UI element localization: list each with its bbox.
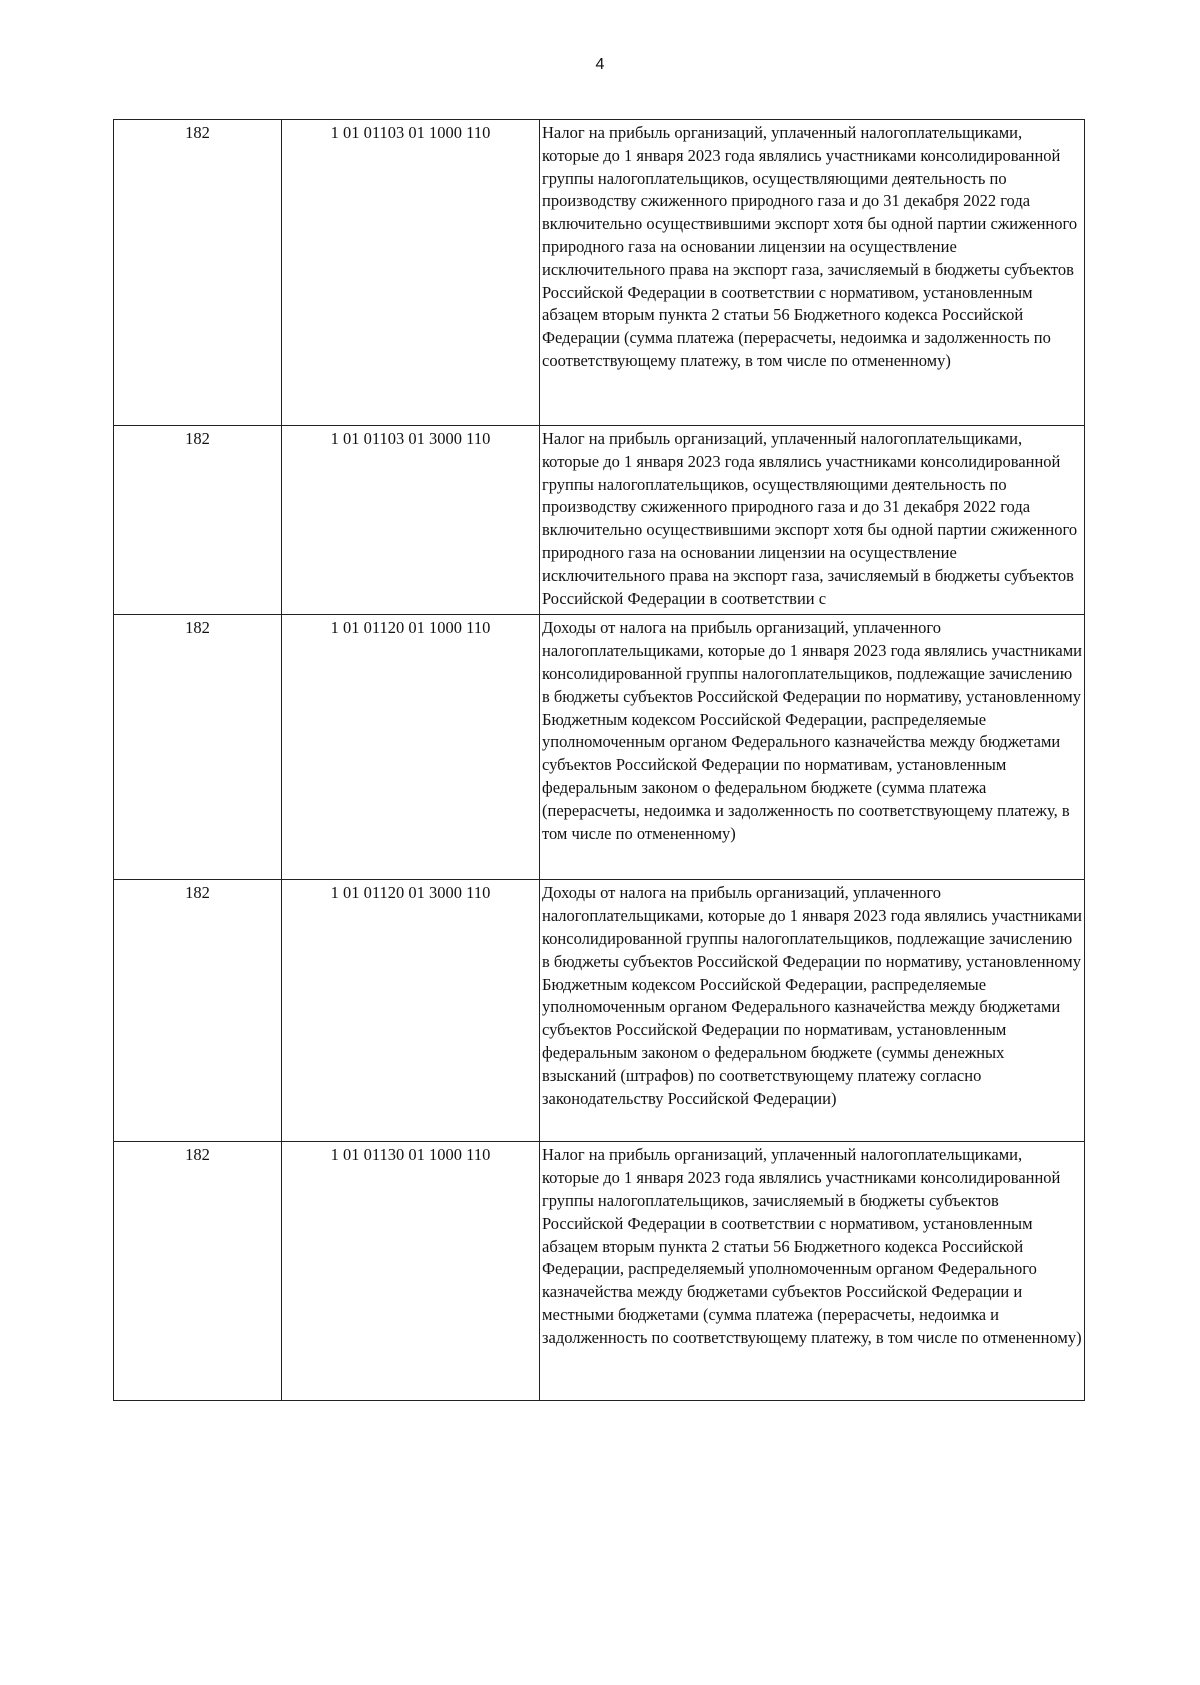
admin-code-cell: 182 — [114, 880, 282, 1142]
admin-code-cell: 182 — [114, 1142, 282, 1401]
description-cell: Доходы от налога на прибыль организаций, уплаченного налогоплательщиками, которые до 1 января 2023 года являлись участниками консолидированной группы налогоплательщиков, подлежащие зачислению в бюджеты субъектов Российской Федерации по нормативу, установленному Бюджетным кодексом Российской Федерации, распределяемые уполномоченным органом Федерального казначейства между бюджетами субъектов Российской Федерации по нормативам, установленным федеральным законом о федеральном бюджете (сумма платежа (перерасчеты, недоимка и задолженность по соответствующему платежу, в том числе по отмененному) — [540, 615, 1085, 880]
table-row — [114, 1142, 1085, 1401]
description-cell: Налог на прибыль организаций, уплаченный налогоплательщиками, которые до 1 января 2023 года являлись участниками консолидированной группы налогоплательщиков, осуществляющими деятельность по производству сжиженного природного газа и до 31 декабря 2022 года включительно осуществившими экспорт хотя бы одной партии сжиженного природного газа на основании лицензии на осуществление исключительного права на экспорт газа, зачисляемый в бюджеты субъектов Российской Федерации в соответствии с — [540, 426, 1085, 615]
admin-code-cell: 182 — [114, 120, 282, 426]
table-row — [114, 880, 1085, 1142]
budget-code-cell: 1 01 01103 01 3000 110 — [282, 426, 540, 615]
budget-code-cell: 1 01 01130 01 1000 110 — [282, 1142, 540, 1401]
table-row — [114, 615, 1085, 880]
budget-code-cell: 1 01 01120 01 1000 110 — [282, 615, 540, 880]
description-cell: Доходы от налога на прибыль организаций, уплаченного налогоплательщиками, которые до 1 января 2023 года являлись участниками консолидированной группы налогоплательщиков, подлежащие зачислению в бюджеты субъектов Российской Федерации по нормативу, установленному Бюджетным кодексом Российской Федерации, распределяемые уполномоченным органом Федерального казначейства между бюджетами субъектов Российской Федерации по нормативам, установленным федеральным законом о федеральном бюджете (суммы денежных взысканий (штрафов) по соответствующему платежу согласно законодательству Российской Федерации) — [540, 880, 1085, 1142]
table-row — [114, 426, 1085, 615]
description-cell: Налог на прибыль организаций, уплаченный налогоплательщиками, которые до 1 января 2023 года являлись участниками консолидированной группы налогоплательщиков, зачисляемый в бюджеты субъектов Российской Федерации в соответствии с нормативом, установленным абзацем вторым пункта 2 статьи 56 Бюджетного кодекса Российской Федерации, распределяемый уполномоченным органом Федерального казначейства между бюджетами субъектов Российской Федерации и местными бюджетами (сумма платежа (перерасчеты, недоимка и задолженность по соответствующему платежу, в том числе по отмененному) — [540, 1142, 1085, 1401]
page-number: 4 — [595, 56, 605, 73]
admin-code-cell: 182 — [114, 426, 282, 615]
revenue-codes-table — [113, 119, 1085, 1401]
description-cell: Налог на прибыль организаций, уплаченный налогоплательщиками, которые до 1 января 2023 года являлись участниками консолидированной группы налогоплательщиков, осуществляющими деятельность по производству сжиженного природного газа и до 31 декабря 2022 года включительно осуществившими экспорт хотя бы одной партии сжиженного природного газа на основании лицензии на осуществление исключительного права на экспорт газа, зачисляемый в бюджеты субъектов Российской Федерации в соответствии с нормативом, установленным абзацем вторым пункта 2 статьи 56 Бюджетного кодекса Российской Федерации (сумма платежа (перерасчеты, недоимка и задолженность по соответствующему платежу, в том числе по отмененному) — [540, 120, 1085, 426]
budget-code-cell: 1 01 01120 01 3000 110 — [282, 880, 540, 1142]
table-row — [114, 120, 1085, 426]
admin-code-cell: 182 — [114, 615, 282, 880]
budget-code-cell: 1 01 01103 01 1000 110 — [282, 120, 540, 426]
